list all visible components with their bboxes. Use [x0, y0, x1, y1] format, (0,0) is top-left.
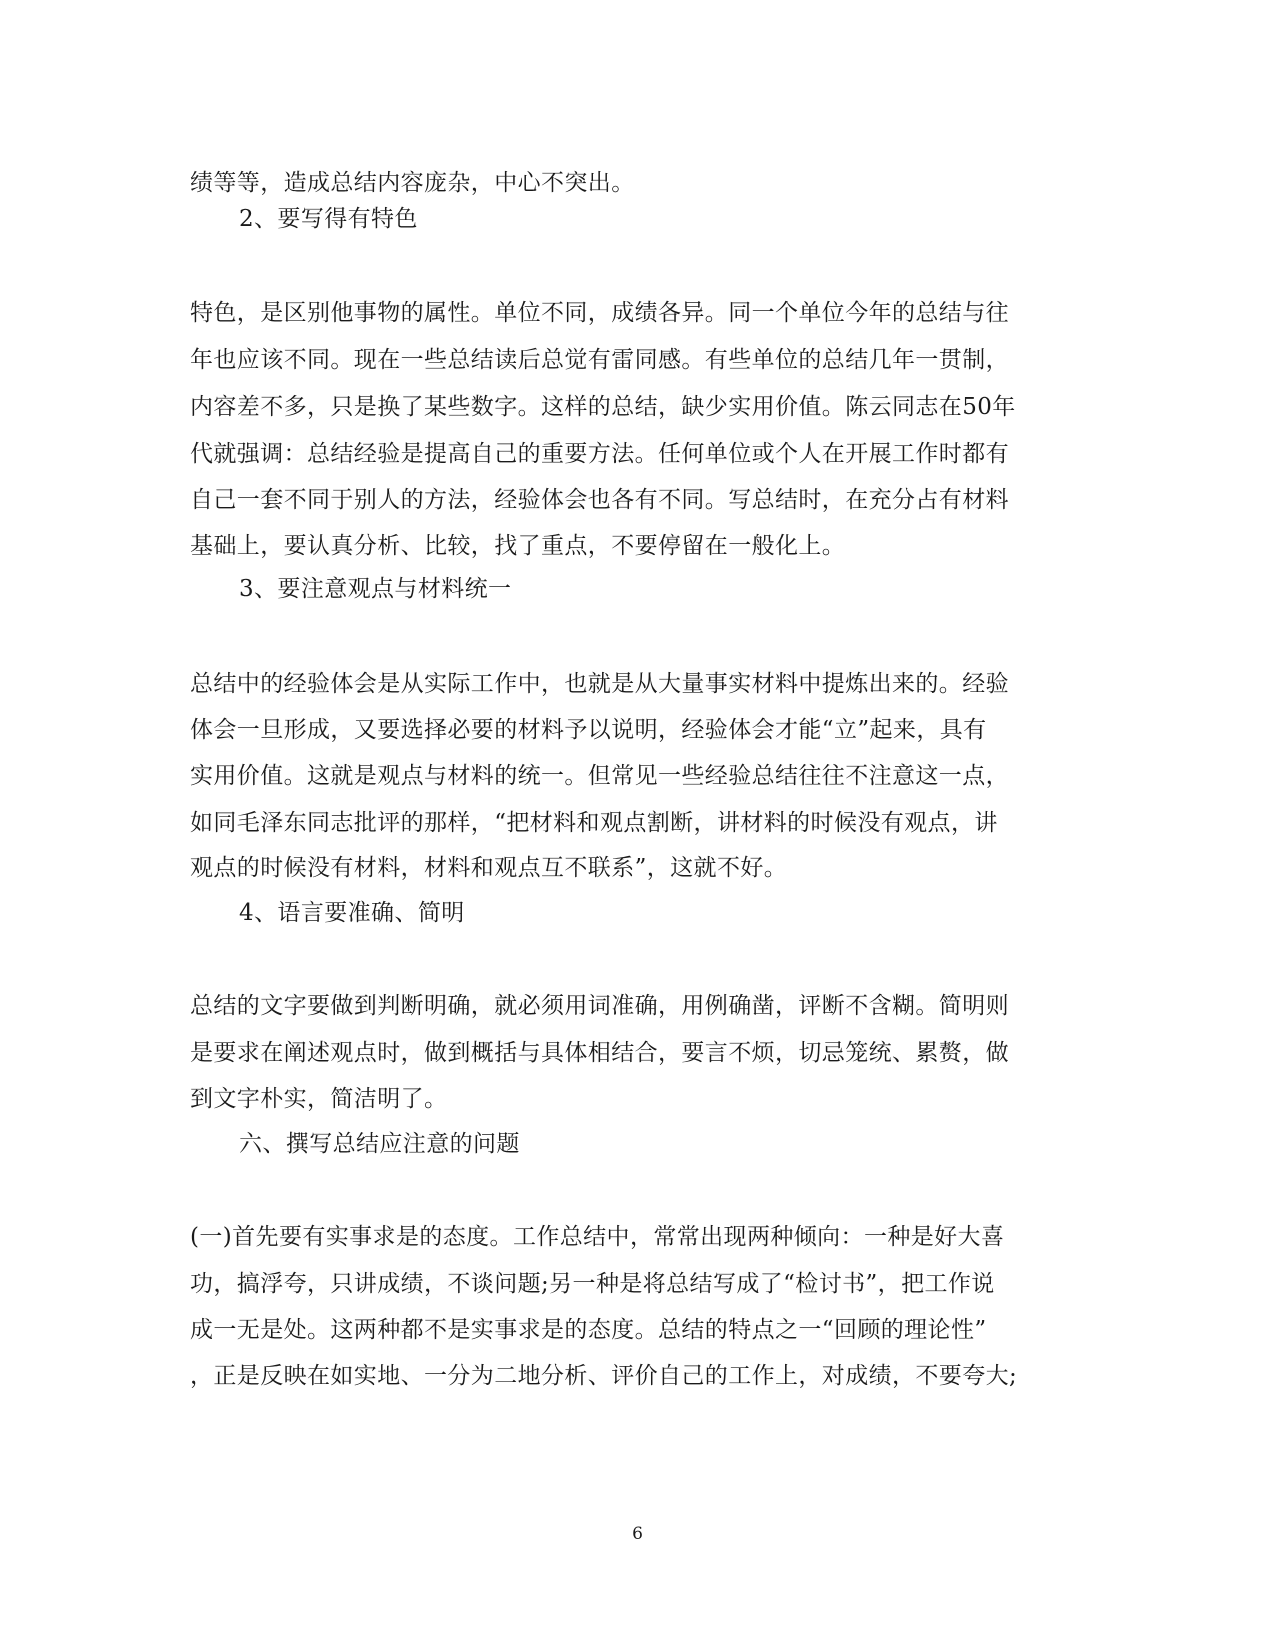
- text-line: 总结的文字要做到判断明确，就必须用词准确，用例确凿，评断不含糊。简明则: [190, 993, 1009, 1019]
- text-line: 自己一套不同于别人的方法，经验体会也各有不同。写总结时，在充分占有材料: [190, 487, 1009, 513]
- section-heading: 2、要写得有特色: [239, 206, 418, 232]
- text-line: 内容差不多，只是换了某些数字。这样的总结，缺少实用价值。陈云同志在50年: [190, 394, 1016, 420]
- section-heading: 4、语言要准确、简明: [239, 900, 465, 926]
- text-line: 实用价值。这就是观点与材料的统一。但常见一些经验总结往往不注意这一点，: [190, 763, 1009, 789]
- text-line: 功，搞浮夸，只讲成绩，不谈问题;另一种是将总结写成了“检讨书”，把工作说: [190, 1271, 995, 1297]
- text-line: 绩等等，造成总结内容庞杂，中心不突出。: [190, 170, 635, 196]
- text-line: 特色，是区别他事物的属性。单位不同，成绩各异。同一个单位今年的总结与往: [190, 300, 1009, 326]
- text-line: 总结中的经验体会是从实际工作中，也就是从大量事实材料中提炼出来的。经验: [190, 671, 1009, 697]
- text-line: 到文字朴实，简洁明了。: [190, 1086, 448, 1112]
- text-line: 代就强调：总结经验是提高自己的重要方法。任何单位或个人在开展工作时都有: [190, 441, 1009, 467]
- text-line: 成一无是处。这两种都不是实事求是的态度。总结的特点之一“回顾的理论性”: [190, 1317, 987, 1343]
- section-heading: 六、撰写总结应注意的问题: [239, 1131, 520, 1157]
- text-line: 基础上，要认真分析、比较，找了重点，不要停留在一般化上。: [190, 533, 846, 559]
- text-line: 体会一旦形成，又要选择必要的材料予以说明，经验体会才能“立”起来，具有: [190, 717, 987, 743]
- text-line: ，正是反映在如实地、一分为二地分析、评价自己的工作上，对成绩，不要夸大;: [190, 1363, 1018, 1389]
- page-number: 6: [632, 1524, 643, 1544]
- section-heading: 3、要注意观点与材料统一: [239, 576, 512, 602]
- text-line: (一)首先要有实事求是的态度。工作总结中，常常出现两种倾向：一种是好大喜: [190, 1224, 1005, 1250]
- text-line: 如同毛泽东同志批评的那样，“把材料和观点割断，讲材料的时候没有观点，讲: [190, 810, 998, 836]
- text-line: 是要求在阐述观点时，做到概括与具体相结合，要言不烦，切忌笼统、累赘，做: [190, 1040, 1009, 1066]
- text-line: 观点的时候没有材料，材料和观点互不联系”，这就不好。: [190, 855, 788, 881]
- text-line: 年也应该不同。现在一些总结读后总觉有雷同感。有些单位的总结几年一贯制，: [190, 347, 1009, 373]
